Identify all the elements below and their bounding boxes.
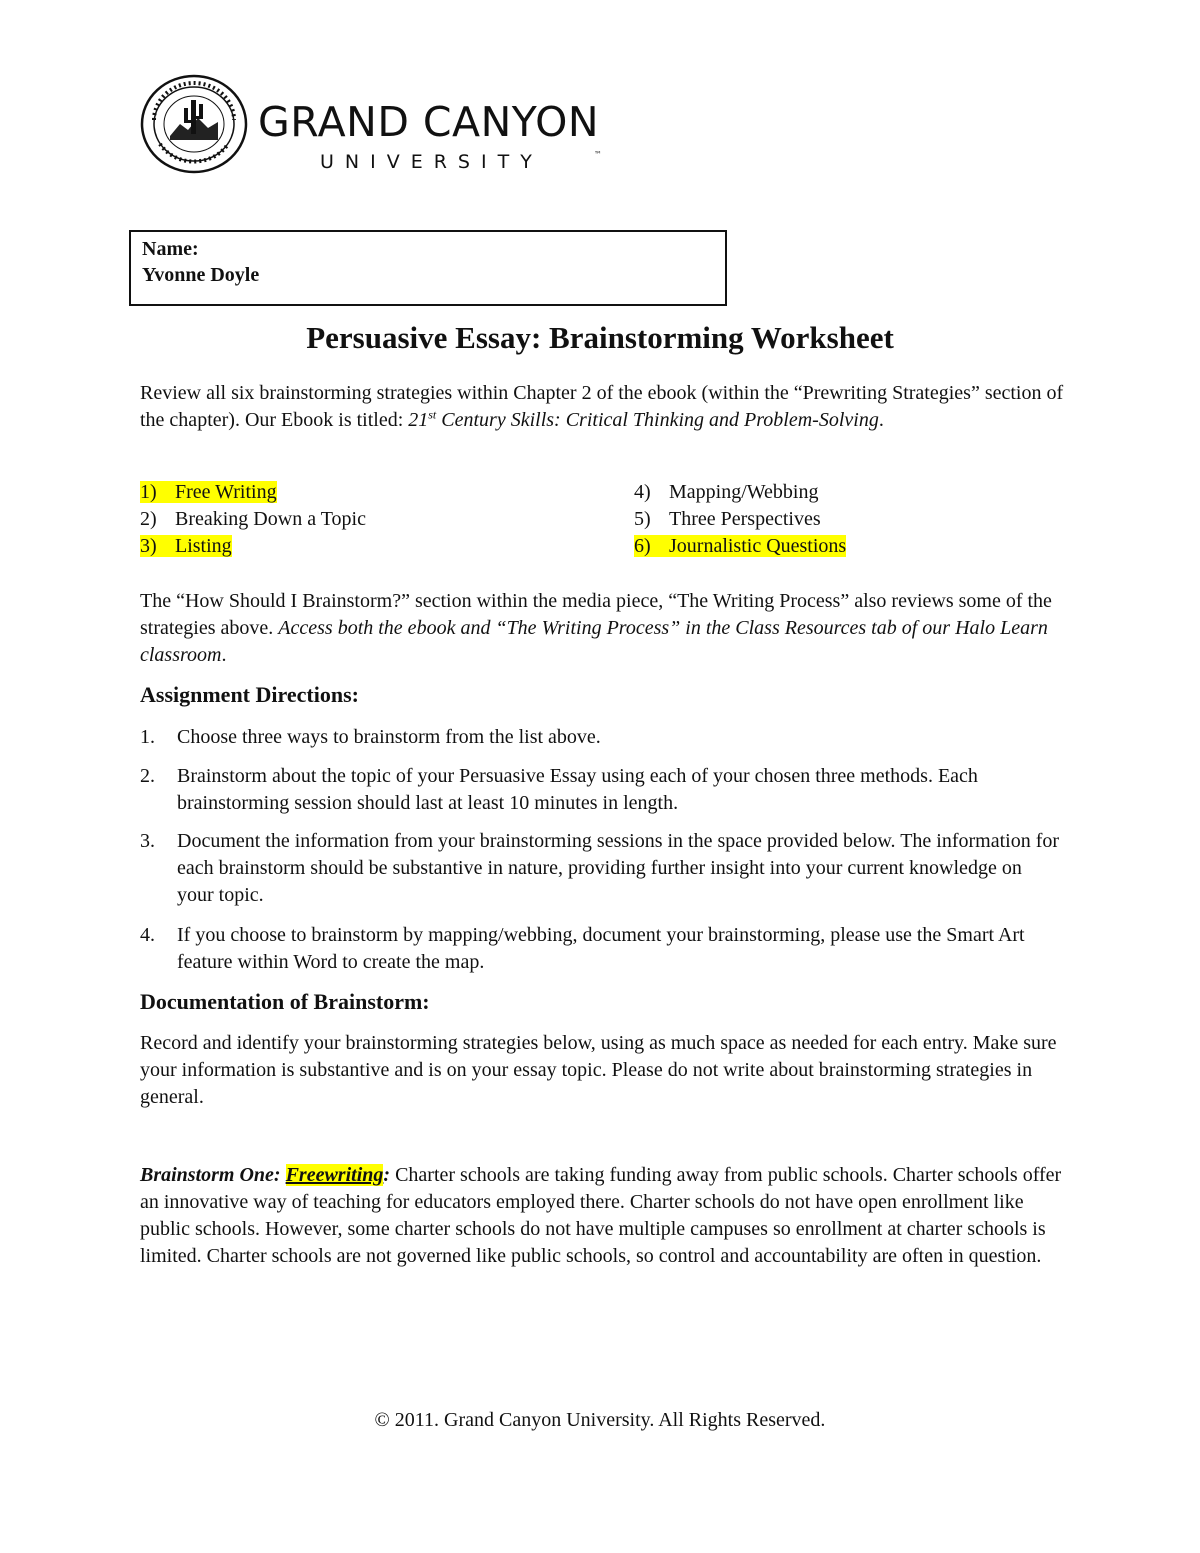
brainstorm-one-entry (140, 1162, 1065, 1270)
direction-number: 1. (140, 726, 155, 748)
intro-end: . (878, 409, 884, 431)
strategy-label: Listing (175, 535, 232, 557)
direction-number: 2. (140, 765, 155, 787)
media-paragraph (140, 588, 1065, 669)
assignment-heading: Assignment Directions: (140, 682, 359, 707)
direction-number: 4. (140, 924, 155, 946)
strategy-number: 2) (140, 508, 157, 530)
name-box (129, 230, 727, 306)
wordmark-grand-canyon: GRAND CANYON (258, 98, 600, 146)
trademark-symbol: ™ (594, 150, 602, 159)
brainstorm-one-text: Charter schools are taking funding away from public schools. Charter schools offer an innovative way of teaching for educators employed there. Charter schools do not have open enrollment like public schools. However, some charter schools do not have multiple campuses so enrollment at charter schools is limited. Charter schools are not governed like public schools, so control and accountability are often in question. (140, 1164, 1062, 1267)
intro-paragraph (140, 380, 1065, 434)
direction-text: Choose three ways to brainstorm from the list above. (177, 726, 601, 748)
brainstorm-one-label: Brainstorm One: (140, 1164, 286, 1186)
strategy-number: 3) (140, 535, 157, 557)
strategy-item (140, 479, 366, 506)
strategy-number: 4) (634, 481, 651, 503)
page-title: Persuasive Essay: Brainstorming Worksheet (306, 320, 894, 355)
strategy-label: Journalistic Questions (669, 535, 847, 557)
brainstorm-one-colon: : (383, 1164, 391, 1186)
direction-item (140, 828, 1060, 909)
strategy-label: Mapping/Webbing (669, 481, 819, 503)
strategy-label: Breaking Down a Topic (175, 508, 366, 530)
documentation-heading: Documentation of Brainstorm: (140, 989, 430, 1014)
direction-text: Document the information from your brainstorming sessions in the space provided below. The information for each brainstorm should be substantive in nature, providing further insight into your current knowledge on your topic. (177, 830, 1060, 906)
documentation-text: Record and identify your brainstorming strategies below, using as much space as needed for each entry. Make sure your information is substantive and is on your essay topic. Please do not write about brainstorming strategies in general. (140, 1032, 1057, 1108)
strategy-number: 5) (634, 508, 651, 530)
media-italic-text: Access both the ebook and “The Writing Process” in the Class Resources tab of our Halo Learn classroom (140, 617, 1048, 666)
intro-text: Review all six brainstorming strategies within Chapter 2 of the ebook (within the “Prewriting Strategies” section of the chapter). Our Ebook is titled: (140, 382, 1064, 431)
ebook-title-part: 21 (408, 409, 429, 431)
university-logo (140, 74, 620, 174)
wordmark-university: UNIVERSITY (320, 151, 543, 173)
direction-number: 3. (140, 830, 155, 852)
copyright-footer: © 2011. Grand Canyon University. All Rights Reserved. (374, 1409, 826, 1431)
strategy-item (634, 506, 846, 533)
direction-item (140, 922, 1060, 976)
strategy-list-right (634, 479, 846, 560)
ebook-title-part: Century Skills: Critical Thinking and Problem-Solving (436, 409, 879, 431)
direction-text: If you choose to brainstorm by mapping/webbing, document your brainstorming, please use the Smart Art feature within Word to create the map. (177, 924, 1025, 973)
strategy-number: 1) (140, 481, 157, 503)
name-label: Name: (142, 238, 199, 260)
media-end: . (221, 644, 227, 666)
strategy-label: Free Writing (175, 481, 277, 503)
strategy-item (140, 533, 366, 560)
university-seal-icon (140, 74, 248, 174)
direction-text: Brainstorm about the topic of your Persuasive Essay using each of your chosen three methods. Each brainstorming session should last at least 10 minutes in length. (177, 765, 978, 814)
strategy-number: 6) (634, 535, 651, 557)
ebook-title-superscript: st (428, 407, 437, 422)
strategy-item (140, 506, 366, 533)
direction-item (140, 724, 1060, 751)
name-value: Yvonne Doyle (142, 264, 260, 286)
strategy-label: Three Perspectives (669, 508, 821, 530)
brainstorm-one-method: Freewriting (285, 1164, 384, 1186)
strategy-list-left (140, 479, 366, 560)
strategy-item (634, 533, 846, 560)
strategy-item (634, 479, 846, 506)
direction-item (140, 763, 1060, 817)
media-text: The “How Should I Brainstorm?” section within the media piece, “The Writing Process” also reviews some of the strategies above. (140, 590, 1052, 639)
ebook-title (408, 409, 879, 431)
